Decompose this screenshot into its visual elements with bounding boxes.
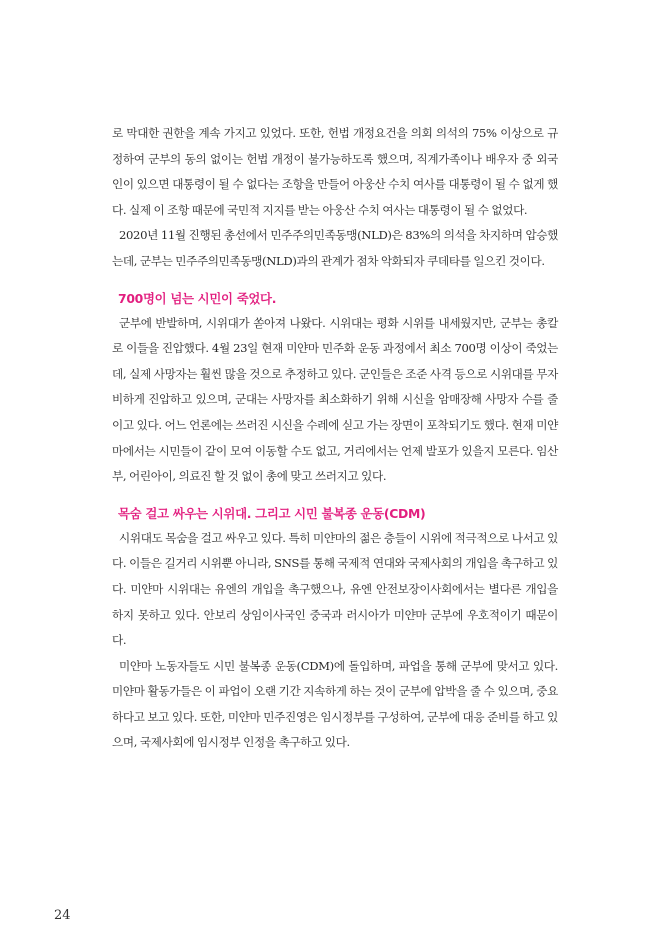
paragraph: 군부에 반발하며, 시위대가 쏟아져 나왔다. 시위대는 평화 시위를 내세웠지만, 군부는 총칼로 이들을 진압했다. 4월 23일 현재 미얀마 민주화 운동 과정에서 최소 700명 이상이 죽었는데, 실제 사망자는 훨씬 많을 것으로 추정하고 있다. 군인들은 조준 사격 등으로 시위대를 무자비하게 진압하고 있으며, 군대는 사망자를 최소화하기 위해 시신을 암매장해 사망자 수를 줄이고 있다. 어느 언론에는 쓰러진 시신을 수레에 싣고 가는 장면이 포착되기도 했다. 현재 미얀마에서는 시민들이 같이 모여 이동할 수도 없고, 거리에서는 언제 발포가 있을지 모른다. 임산부, 어린아이, 의료진 할 것 없이 총에 맞고 쓰러지고 있다. [112, 315, 558, 484]
page-body [112, 121, 558, 756]
page-number: 24 [54, 908, 71, 923]
paragraph: 시위대도 목숨을 걸고 싸우고 있다. 특히 미얀마의 젊은 층들이 시위에 적극적으로 나서고 있다. 이들은 길거리 시위뿐 아니라, SNS를 통해 국제적 연대와 국제사회의 개입을 촉구하고 있다. 미얀마 시위대는 유엔의 개입을 촉구했으나, 유엔 안전보장이사회에서는 별다른 개입을 하지 못하고 있다. 안보리 상임이사국인 중국과 러시아가 미얀마 군부에 우호적이기 때문이다. [112, 530, 558, 648]
section-heading: 700명이 넘는 시민이 죽었다. [118, 290, 277, 306]
paragraph: 미얀마 노동자들도 시민 불복종 운동(CDM)에 돌입하며, 파업을 통해 군부에 맞서고 있다. 미얀마 활동가들은 이 파업이 오랜 기간 지속하게 하는 것이 군부에 압박을 줄 수 있으며, 중요하다고 보고 있다. 또한, 미얀마 민주진영은 임시정부를 구성하여, 군부에 대응 준비를 하고 있으며, 국제사회에 임시정부 인정을 촉구하고 있다. [112, 658, 558, 750]
paragraph: 2020년 11월 진행된 총선에서 민주주의민족동맹(NLD)은 83%의 의석을 차지하며 압승했는데, 군부는 민주주의민족동맹(NLD)과의 관계가 점차 악화되자 쿠데타를 일으킨 것이다. [112, 228, 558, 268]
section-heading: 목숨 걸고 싸우는 시위대. 그리고 시민 불복종 운동(CDM) [118, 505, 426, 521]
paragraph: 로 막대한 권한을 계속 가지고 있었다. 또한, 헌법 개정요건을 의회 의석의 75% 이상으로 규정하여 군부의 동의 없이는 헌법 개정이 불가능하도록 했으며, 직계가족이나 배우자 중 외국인이 있으면 대통령이 될 수 없다는 조항을 만들어 아웅산 수치 여사를 대통령이 될 수 없게 했다. 실제 이 조항 때문에 국민적 지지를 받는 아웅산 수치 여사는 대통령이 될 수 없었다. [112, 126, 558, 217]
